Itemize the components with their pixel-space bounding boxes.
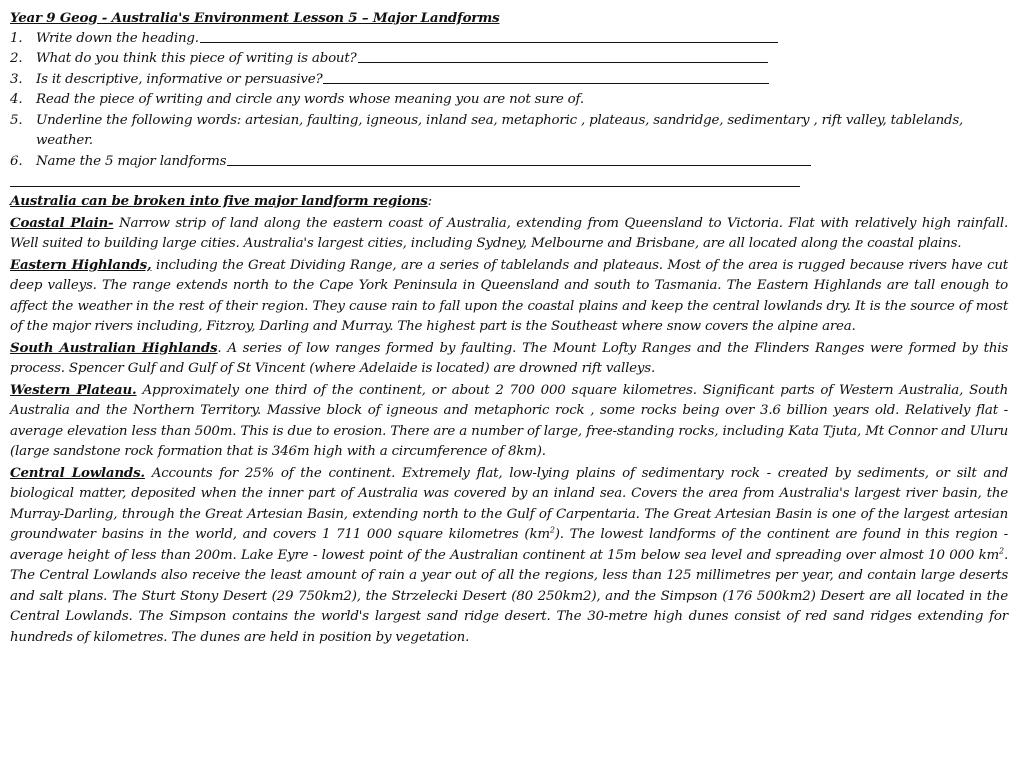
answer-line[interactable]	[227, 152, 811, 166]
section-central-lowlands	[10, 463, 1008, 649]
question-text: Write down the heading.	[36, 30, 199, 46]
question-number: 1.	[10, 30, 23, 46]
intro-heading: Australia can be broken into five major landform regions	[10, 193, 428, 209]
section-heading: Coastal Plain-	[10, 214, 114, 231]
question-text: Read the piece of writing and circle any words whose meaning you are not sure of.	[36, 92, 584, 107]
section-coastal-plain	[10, 213, 1008, 255]
section-text: Approximately one third of the continent, or about 2 700 000 square kilometres. Significant parts of Western Australia, South Australia and the Northern Territory. Massive block of igneous and metaphoric rock , some rocks being over 3.6 billion years old. Relatively flat - average elevation less than 500m. This is due to erosion. There are a number of large, free-standing rocks, including Kata Tjuta, Mt Connor and Uluru (large sandstone rock formation that is 346m high with a circumference of 8km).	[10, 382, 1008, 459]
question-number: 2.	[10, 51, 23, 66]
answer-line-continued[interactable]	[10, 172, 800, 187]
question-number: 6.	[10, 153, 23, 169]
section-heading: South Australian Highlands	[10, 339, 218, 356]
question-3	[10, 70, 1008, 91]
answer-line[interactable]	[323, 70, 769, 84]
question-4	[10, 90, 1008, 111]
worksheet	[10, 8, 1008, 648]
section-text: . The Central Lowlands also receive the least amount of rain a year out of all the regions, less than 125 millimetres per year, and contain large deserts and salt plans. The Sturt Stony Desert (29 750km2), the Strzelecki Desert (80 250km2), and the Simpson (176 500km2) Desert are all located in the Central Lowlands. The Simpson contains the world's largest sand ridge desert. The 30-metre high dunes consist of red sand ridges extending for hundreds of kilometres. The dunes are held in position by vegetation.	[10, 547, 1008, 645]
answer-line[interactable]	[200, 29, 778, 43]
section-heading: Western Plateau.	[10, 381, 137, 398]
section-heading: Eastern Highlands,	[10, 256, 152, 273]
question-6	[10, 152, 1008, 173]
question-text: Is it descriptive, informative or persuasive?	[36, 71, 323, 87]
question-text: What do you think this piece of writing is about?	[36, 51, 357, 66]
question-text: Underline the following words: artesian, faulting, igneous, inland sea, metaphoric , plateaus, sandridge, sedimentary , rift valley, tablelands, weather.	[36, 112, 964, 148]
section-text: including the Great Dividing Range, are a series of tablelands and plateaus. Most of the area is rugged because rivers have cut deep valleys. The range extends north to the Cape York Peninsula in Queensland and south to Tasmania. The Eastern Highlands are tall enough to affect the weather in the rest of their region. They cause rain to fall upon the coastal plains and keep the central lowlands dry. It is the source of most of the major rivers including, Fitzroy, Darling and Murray. The highest part is the Southeast where snow covers the alpine area.	[10, 257, 1008, 334]
question-number: 3.	[10, 71, 23, 87]
worksheet-title: Year 9 Geog - Australia's Environment Lesson 5 – Major Landforms	[10, 10, 500, 26]
section-text: . A series of low ranges formed by faulting. The Mount Lofty Ranges and the Flinders Ranges were formed by this process. Spencer Gulf and Gulf of St Vincent (where Adelaide is located) are drowned rift valleys.	[10, 340, 1008, 376]
question-number: 5.	[10, 112, 23, 128]
superscript: 2	[999, 546, 1004, 556]
section-south-australian-highlands	[10, 338, 1008, 380]
question-5	[10, 111, 1008, 152]
question-text: Name the 5 major landforms	[36, 153, 227, 169]
section-heading: Central Lowlands.	[10, 464, 145, 481]
question-number: 4.	[10, 92, 23, 107]
intro-line	[10, 191, 1008, 213]
intro-colon: :	[427, 194, 432, 209]
section-text: Accounts for 25% of the continent. Extremely flat, low-lying plains of sedimentary rock - created by sediments, or silt and biological matter, deposited when the inner part of Australia was covered by an inland sea. Covers the area from Australia's largest river basin, the Murray-Darling, through the Great Artesian Basin, extending north to the Gulf of Carpentaria. The Great Artesian Basin is one of the largest artesian groundwater basins in the world, and covers 1 711 000 square kilometres (km	[10, 465, 1008, 542]
section-eastern-highlands	[10, 255, 1008, 338]
question-2	[10, 49, 1008, 70]
superscript: 2	[549, 525, 555, 535]
answer-line[interactable]	[358, 49, 768, 63]
section-text: ). The lowest landforms of the continent are found in this region - average height of less than 200m. Lake Eyre - lowest point of the Australian continent at 15m below sea level and spreading over almost 10 000 km	[10, 527, 1008, 563]
question-1	[10, 29, 1008, 50]
section-western-plateau	[10, 380, 1008, 463]
section-text: Narrow strip of land along the eastern coast of Australia, extending from Queensland to Victoria. Flat with relatively high rainfall. Well suited to building large cities. Australia's largest cities, including Sydney, Melbourne and Brisbane, are all located along the coastal plains.	[10, 215, 1008, 251]
